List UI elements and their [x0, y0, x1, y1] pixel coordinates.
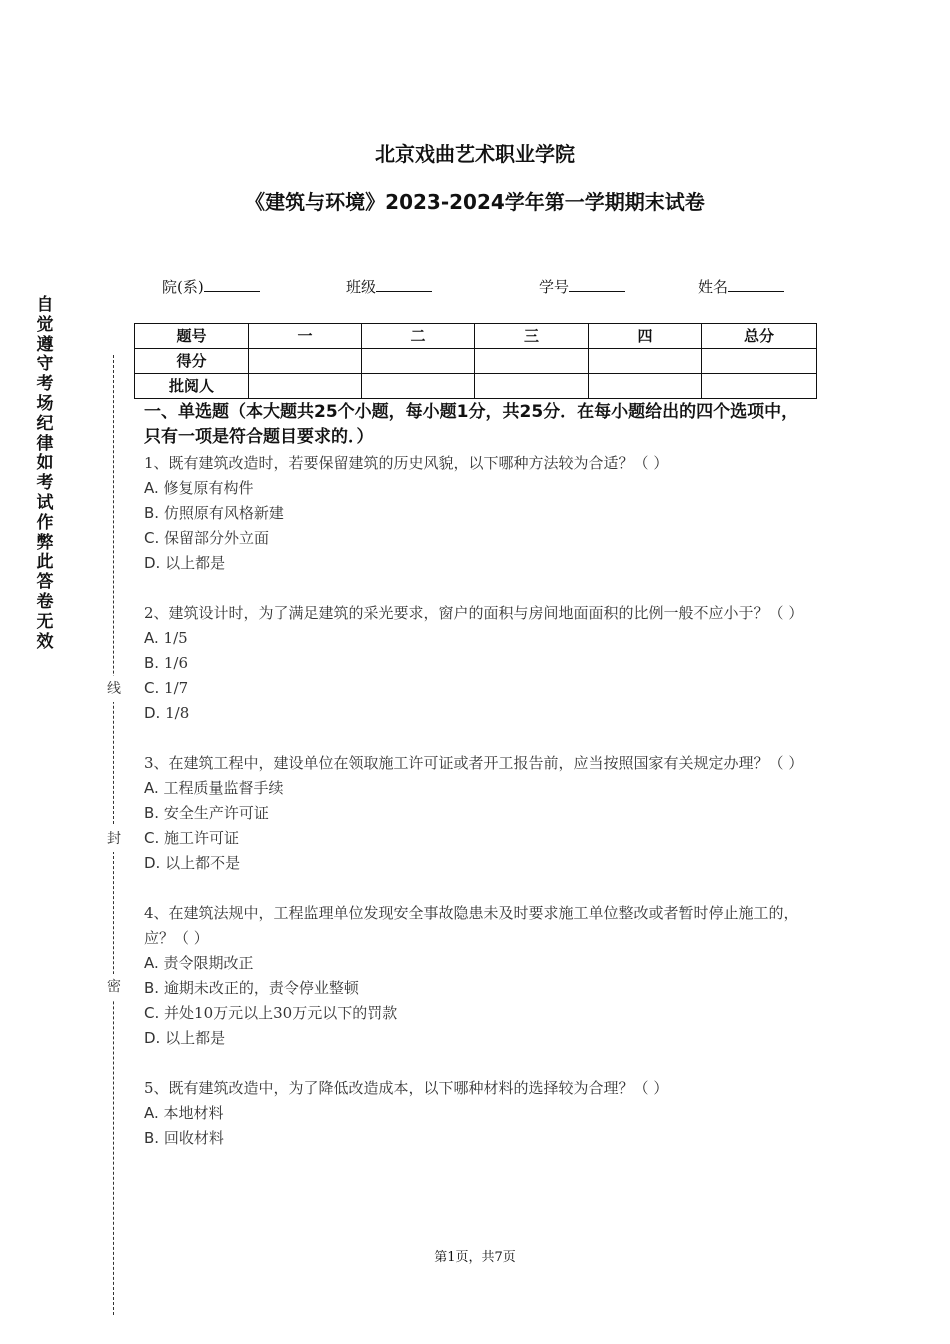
option-text: 以上都不是: [165, 854, 241, 872]
question-option: [144, 1126, 814, 1151]
question-option: [144, 801, 814, 826]
student-info-row: [0, 276, 950, 300]
option-letter: A.: [144, 1104, 159, 1122]
student-id-field: [539, 276, 625, 297]
score-table-cell: [702, 374, 817, 399]
score-table-cell: [249, 349, 362, 374]
option-text: 施工许可证: [164, 829, 240, 847]
question-stem: 5、既有建筑改造中，为了降低改造成本，以下哪种材料的选择较为合理？（ ）: [144, 1079, 669, 1097]
question-option: [144, 826, 814, 851]
score-table-row-label: 得分: [135, 349, 249, 374]
score-table-cell: [589, 349, 702, 374]
option-text: 工程质量监督手续: [163, 779, 284, 797]
option-letter: C.: [144, 529, 160, 547]
option-letter: D.: [144, 1029, 161, 1047]
option-letter: B.: [144, 804, 160, 822]
option-letter: B.: [144, 654, 160, 672]
question-stem: 2、建筑设计时，为了满足建筑的采光要求，窗户的面积与房间地面面积的比例一般不应小于？（ ）: [144, 604, 804, 622]
score-table-row: [135, 349, 817, 374]
score-table-cell: [475, 349, 589, 374]
class-blank: [376, 277, 432, 292]
question-stem: 4、在建筑法规中，工程监理单位发现安全事故隐患未及时要求施工单位整改或者暂时停止施工的，应？（ ）: [144, 904, 799, 947]
question-option: [144, 1026, 814, 1051]
option-letter: D.: [144, 854, 161, 872]
option-text: 回收材料: [163, 1129, 224, 1147]
option-text: 1/6: [163, 654, 188, 672]
option-text: 1/5: [163, 629, 188, 647]
question-option: [144, 551, 814, 576]
department-field: [162, 276, 260, 297]
score-table-cell: [362, 349, 475, 374]
score-table-header-cell: 总分: [702, 324, 817, 349]
question-stem: 1、既有建筑改造时，若要保留建筑的历史风貌，以下哪种方法较为合适？（ ）: [144, 454, 669, 472]
section-title: 一、单选题（本大题共25个小题，每小题1分，共25分．在每小题给出的四个选项中，只有一项是符合题目要求的．）: [144, 402, 799, 447]
option-text: 保留部分外立面: [164, 529, 270, 547]
name-field: [698, 276, 784, 297]
question-option: [144, 676, 814, 701]
page-footer: 第1页，共7页: [434, 1250, 516, 1265]
score-table-row: [135, 374, 817, 399]
department-label: 院(系): [162, 278, 204, 296]
option-text: 本地材料: [163, 1104, 224, 1122]
exam-discipline-text: 自觉遵守考场纪律如考试作弊此答卷无效: [36, 295, 54, 652]
question-option: [144, 701, 814, 726]
option-text: 并处10万元以上30万元以下的罚款: [164, 1004, 398, 1022]
option-text: 逾期未改正的，责令停业整顿: [163, 979, 359, 997]
option-text: 修复原有构件: [163, 479, 254, 497]
seal-seal-char: 封: [104, 826, 124, 852]
exam-discipline-notice: [33, 296, 57, 652]
question-item: [144, 751, 814, 876]
option-text: 责令限期改正: [163, 954, 254, 972]
question-item: [144, 1076, 814, 1151]
option-letter: B.: [144, 1129, 160, 1147]
question-option: [144, 776, 814, 801]
score-table-cell: [702, 349, 817, 374]
option-text: 1/8: [165, 704, 190, 722]
class-field: [346, 276, 432, 297]
option-text: 1/7: [164, 679, 189, 697]
name-blank: [728, 277, 784, 292]
score-table-header-cell: 三: [475, 324, 589, 349]
option-text: 安全生产许可证: [163, 804, 269, 822]
student-id-blank: [569, 277, 625, 292]
question-option: [144, 1101, 814, 1126]
question-option: [144, 626, 814, 651]
option-letter: A.: [144, 479, 159, 497]
option-text: 以上都是: [165, 554, 226, 572]
score-table-cell: [589, 374, 702, 399]
score-table-cell: [362, 374, 475, 399]
question-option: [144, 476, 814, 501]
seal-line-char: 线: [104, 676, 124, 702]
question-option: [144, 851, 814, 876]
option-text: 仿照原有风格新建: [163, 504, 284, 522]
score-table-cell: [475, 374, 589, 399]
exam-content: [144, 400, 814, 1176]
question-option: [144, 976, 814, 1001]
student-id-label: 学号: [539, 278, 570, 296]
option-letter: B.: [144, 504, 160, 522]
score-table-header-cell: 二: [362, 324, 475, 349]
question-item: [144, 901, 814, 1051]
exam-title: 《建筑与环境》2023-2024学年第一学期期末试卷: [245, 190, 705, 214]
option-letter: A.: [144, 779, 159, 797]
question-list: [144, 451, 814, 1151]
school-name: 北京戏曲艺术职业学院: [375, 142, 575, 166]
question-option: [144, 526, 814, 551]
score-table-row-label: 批阅人: [135, 374, 249, 399]
question-item: [144, 451, 814, 576]
score-table-row: [135, 324, 817, 349]
option-letter: C.: [144, 679, 160, 697]
option-letter: D.: [144, 704, 161, 722]
question-item: [144, 601, 814, 726]
question-stem: 3、在建筑工程中，建设单位在领取施工许可证或者开工报告前，应当按照国家有关规定办理？（ ）: [144, 754, 804, 772]
option-text: 以上都是: [165, 1029, 226, 1047]
department-blank: [204, 277, 260, 292]
option-letter: A.: [144, 629, 159, 647]
class-label: 班级: [346, 278, 377, 296]
seal-secret-char: 密: [104, 974, 124, 1000]
option-letter: B.: [144, 979, 160, 997]
score-table-header-cell: 题号: [135, 324, 249, 349]
score-table-header-cell: 四: [589, 324, 702, 349]
option-letter: A.: [144, 954, 159, 972]
option-letter: D.: [144, 554, 161, 572]
name-label: 姓名: [698, 278, 729, 296]
option-letter: C.: [144, 1004, 160, 1022]
question-option: [144, 1001, 814, 1026]
score-table-header-cell: 一: [249, 324, 362, 349]
question-option: [144, 501, 814, 526]
question-option: [144, 951, 814, 976]
question-option: [144, 651, 814, 676]
score-table: [134, 323, 817, 399]
option-letter: C.: [144, 829, 160, 847]
score-table-cell: [249, 374, 362, 399]
